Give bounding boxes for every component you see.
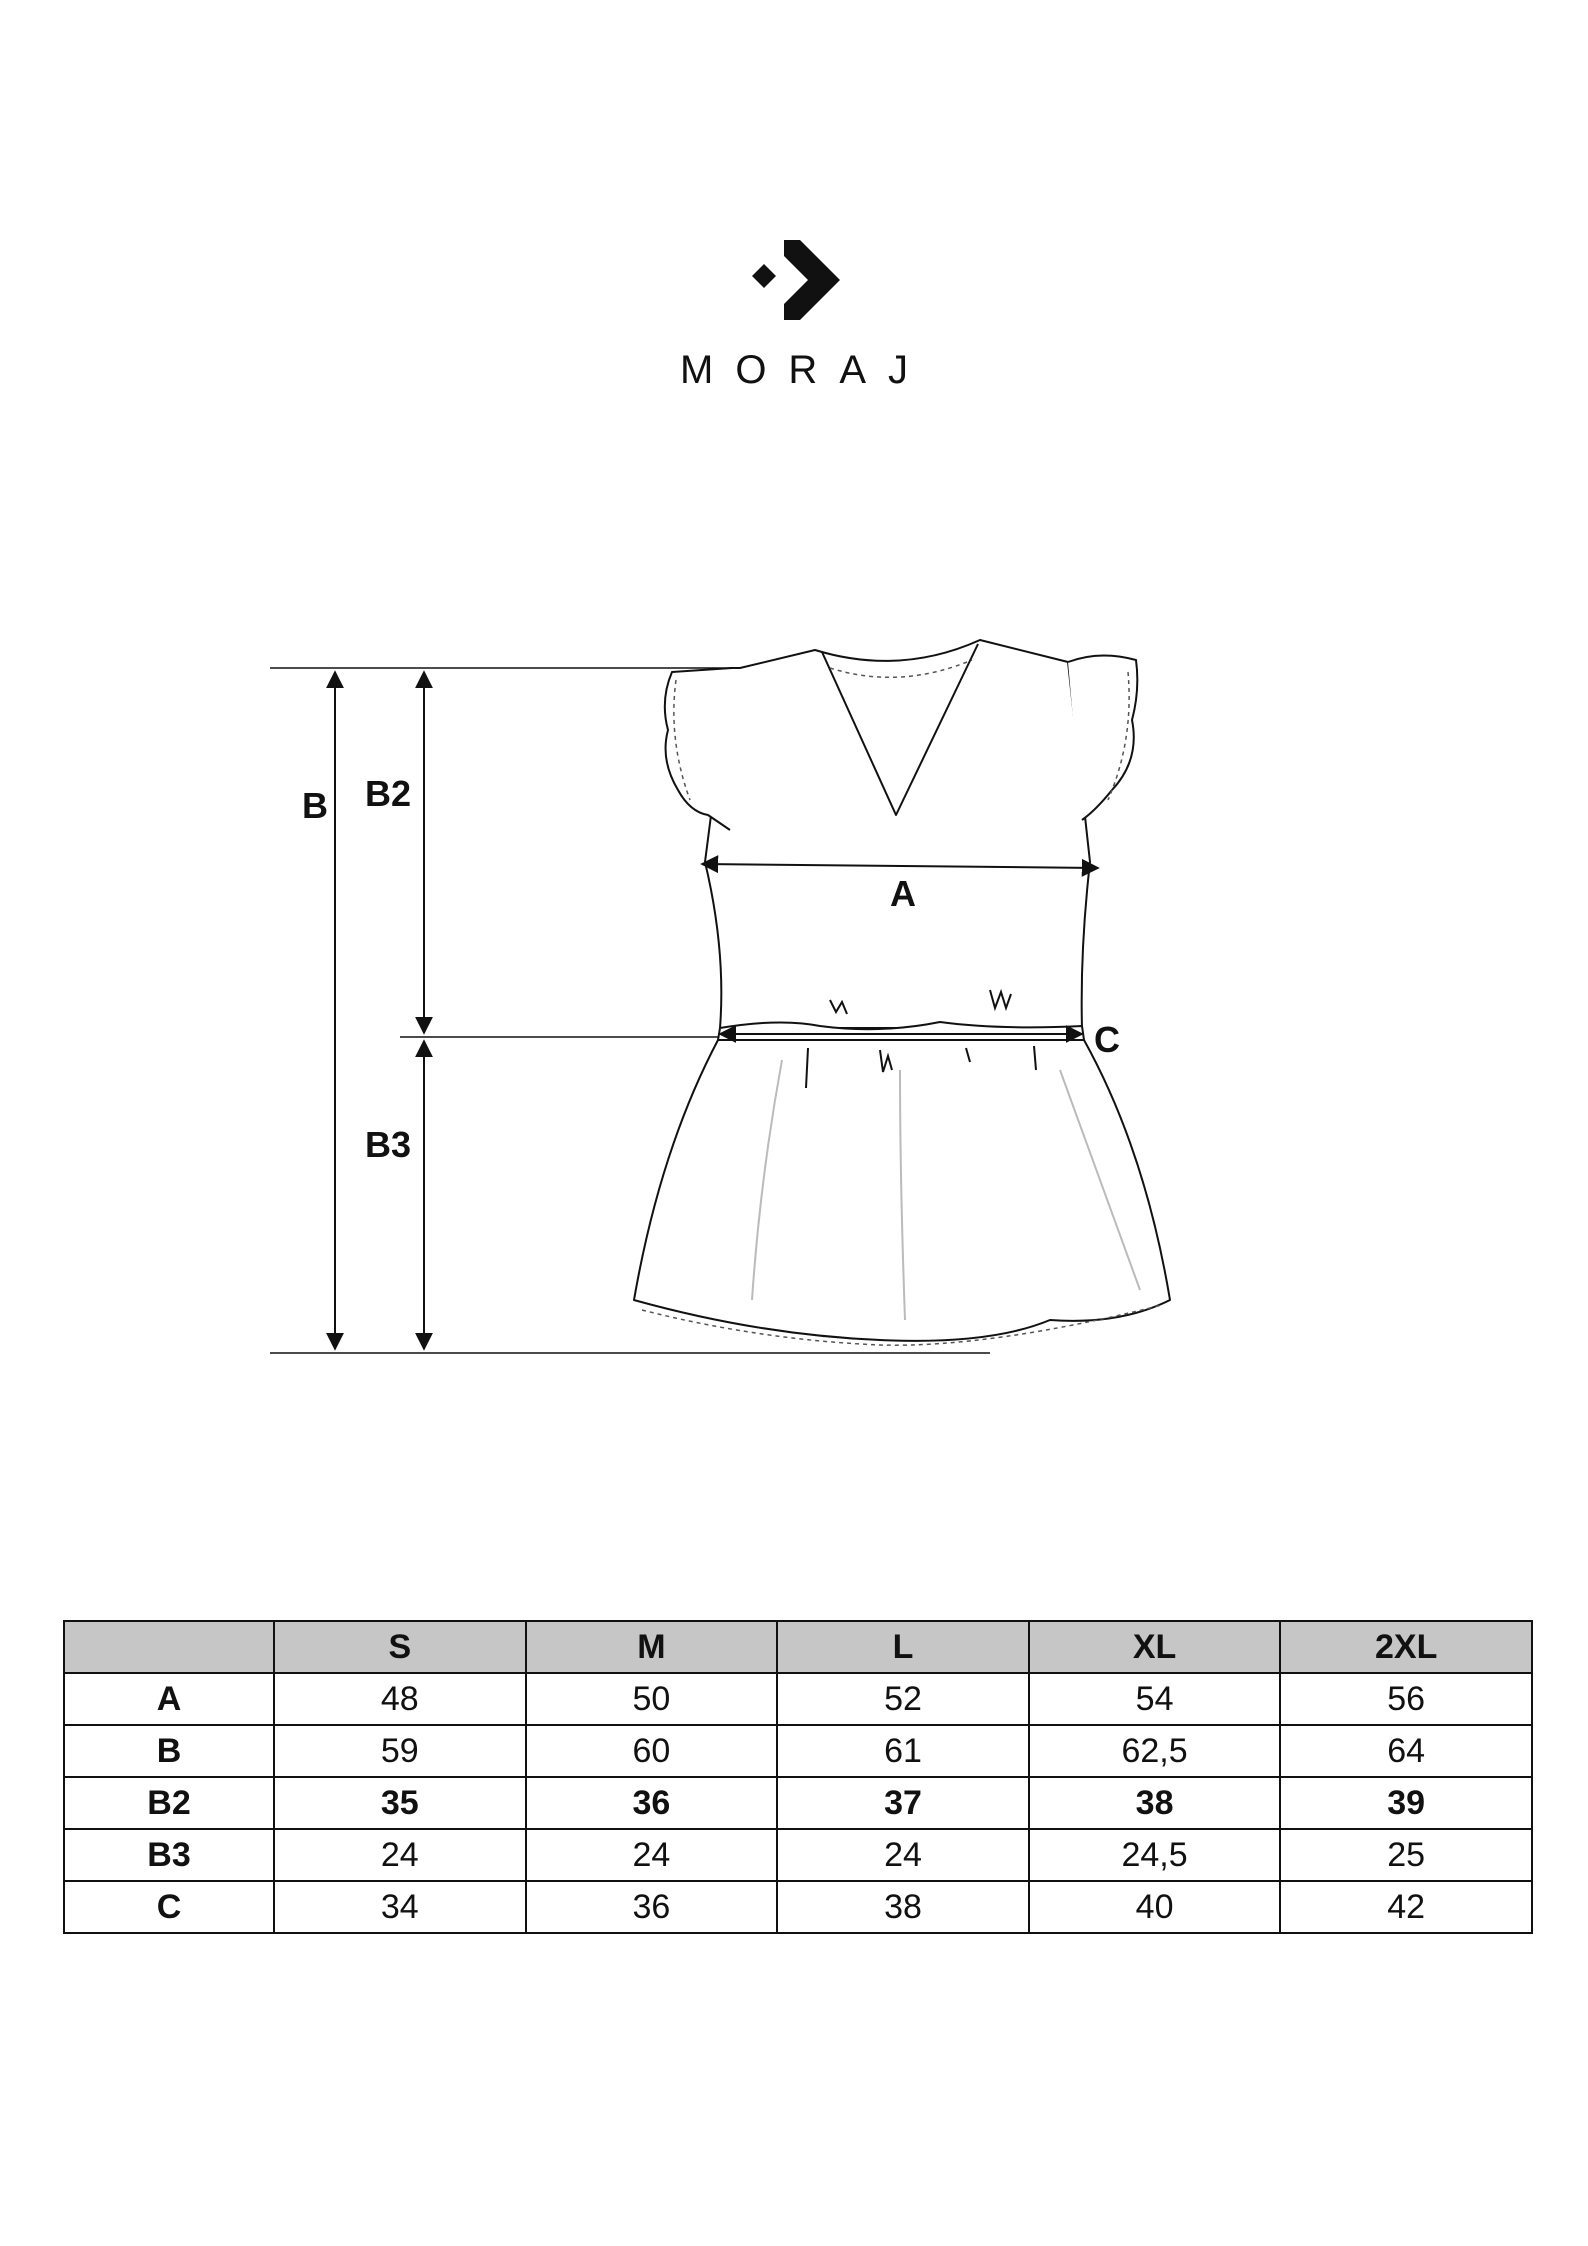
header-size-l: L [777,1621,1029,1673]
table-cell: 24 [777,1829,1029,1881]
table-cell: 36 [526,1777,778,1829]
brand-name: MORAJ [680,348,930,392]
table-cell: 24 [274,1829,526,1881]
table-cell: 54 [1029,1673,1281,1725]
table-row [64,1777,1532,1829]
header-size-m: M [526,1621,778,1673]
table-cell: 60 [526,1725,778,1777]
table-cell: 38 [777,1881,1029,1933]
table-cell: 62,5 [1029,1725,1281,1777]
table-cell: 37 [777,1777,1029,1829]
table-cell: 64 [1280,1725,1532,1777]
table-row [64,1881,1532,1933]
table-cell: 42 [1280,1881,1532,1933]
label-b: B [302,785,328,826]
table-cell: 59 [274,1725,526,1777]
table-cell: 34 [274,1881,526,1933]
table-cell: 48 [274,1673,526,1725]
table-cell: 50 [526,1673,778,1725]
size-chart-table [63,1620,1533,1934]
header-empty-cell [64,1621,274,1673]
label-a: A [890,873,916,914]
row-label: C [64,1881,274,1933]
label-b2: B2 [365,773,412,814]
header-size-2xl: 2XL [1280,1621,1532,1673]
row-label: B2 [64,1777,274,1829]
header-size-xl: XL [1029,1621,1281,1673]
table-cell: 39 [1280,1777,1532,1829]
table-header-row [64,1621,1532,1673]
label-b3: B3 [365,1124,412,1165]
table-row [64,1725,1532,1777]
table-row [64,1673,1532,1725]
row-label: A [64,1673,274,1725]
table-cell: 61 [777,1725,1029,1777]
bodice-shape [705,640,1090,1028]
table-cell: 36 [526,1881,778,1933]
table-cell: 40 [1029,1881,1281,1933]
table-cell: 35 [274,1777,526,1829]
table-row [64,1829,1532,1881]
table-cell: 52 [777,1673,1029,1725]
row-label: B [64,1725,274,1777]
table-cell: 25 [1280,1829,1532,1881]
left-sleeve [665,668,732,830]
header-size-s: S [274,1621,526,1673]
table-cell: 24 [526,1829,778,1881]
label-c: C [1094,1019,1120,1060]
row-label: B3 [64,1829,274,1881]
table-cell: 38 [1029,1777,1281,1829]
table-cell: 56 [1280,1673,1532,1725]
table-cell: 24,5 [1029,1829,1281,1881]
